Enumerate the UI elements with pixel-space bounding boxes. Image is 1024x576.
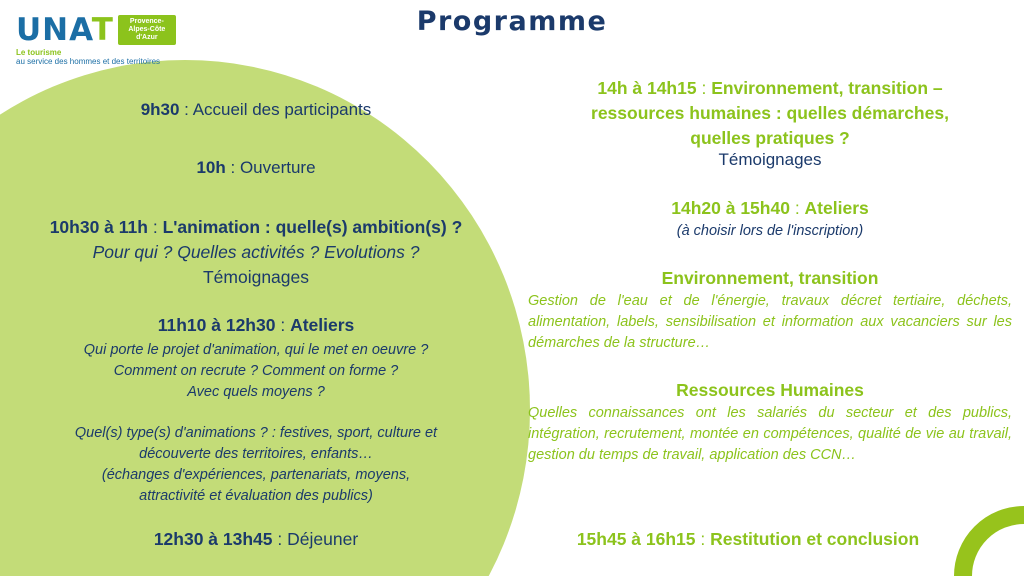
logo-wordmark: UNAT	[16, 12, 114, 48]
session-environnement-rh: 14h à 14h15 : Environnement, transition – ressources humaines : quelles démarches, quelles pratiques ?	[591, 78, 949, 148]
session-restitution: 15h45 à 16h15 : Restitution et conclusion	[576, 529, 920, 549]
session-ateliers-morning: 11h10 à 12h30 : Ateliers	[157, 315, 355, 335]
atelier-environnement-heading: Environnement, transition	[661, 268, 879, 288]
session-animation: 10h30 à 11h : L'animation : quelle(s) ambition(s) ? Pour qui ? Quelles activités ? Evolutions ? Témoignages	[49, 217, 463, 287]
session-accueil: 9h30 : Accueil des participants	[140, 100, 372, 119]
atelier-rh-body: Quelles connaissances ont les salariés du secteur et des publics, intégration, recrutement, montée en compétences, qualité de vie au travail, gestion du temps de travail, application des CCN…	[528, 405, 1012, 463]
ateliers-morning-questions: Qui porte le projet d'animation, qui le met en oeuvre ? Comment on recrute ? Comment on forme ? Avec quels moyens ?	[83, 342, 429, 400]
atelier-rh-heading: Ressources Humaines	[676, 380, 864, 400]
ateliers-morning-types: Quel(s) type(s) d'animations ? : festives, sport, culture et découverte des territoires, enfants… (échanges d'expériences, partenariats, moyens, attractivité et évaluation des publics)	[74, 425, 438, 504]
logo-region-badge: Provence-Alpes-Côte d'Azur	[118, 15, 176, 45]
logo-tagline: Le tourisme au service des hommes et des territoires	[16, 48, 161, 66]
temoignages-afternoon: Témoignages	[718, 150, 822, 169]
page-title: Programme	[416, 6, 608, 37]
session-ouverture: 10h : Ouverture	[196, 158, 316, 177]
session-ateliers-afternoon: 14h20 à 15h40 : Ateliers	[671, 198, 869, 218]
ateliers-afternoon-note: (à choisir lors de l'inscription)	[676, 223, 864, 239]
session-dejeuner: 12h30 à 13h45 : Déjeuner	[153, 529, 359, 549]
atelier-environnement-body: Gestion de l'eau et de l'énergie, travaux décret tertiaire, déchets, alimentation, labels, sensibilisation et information aux vacanciers sur les démarches de la structure…	[528, 293, 1012, 351]
